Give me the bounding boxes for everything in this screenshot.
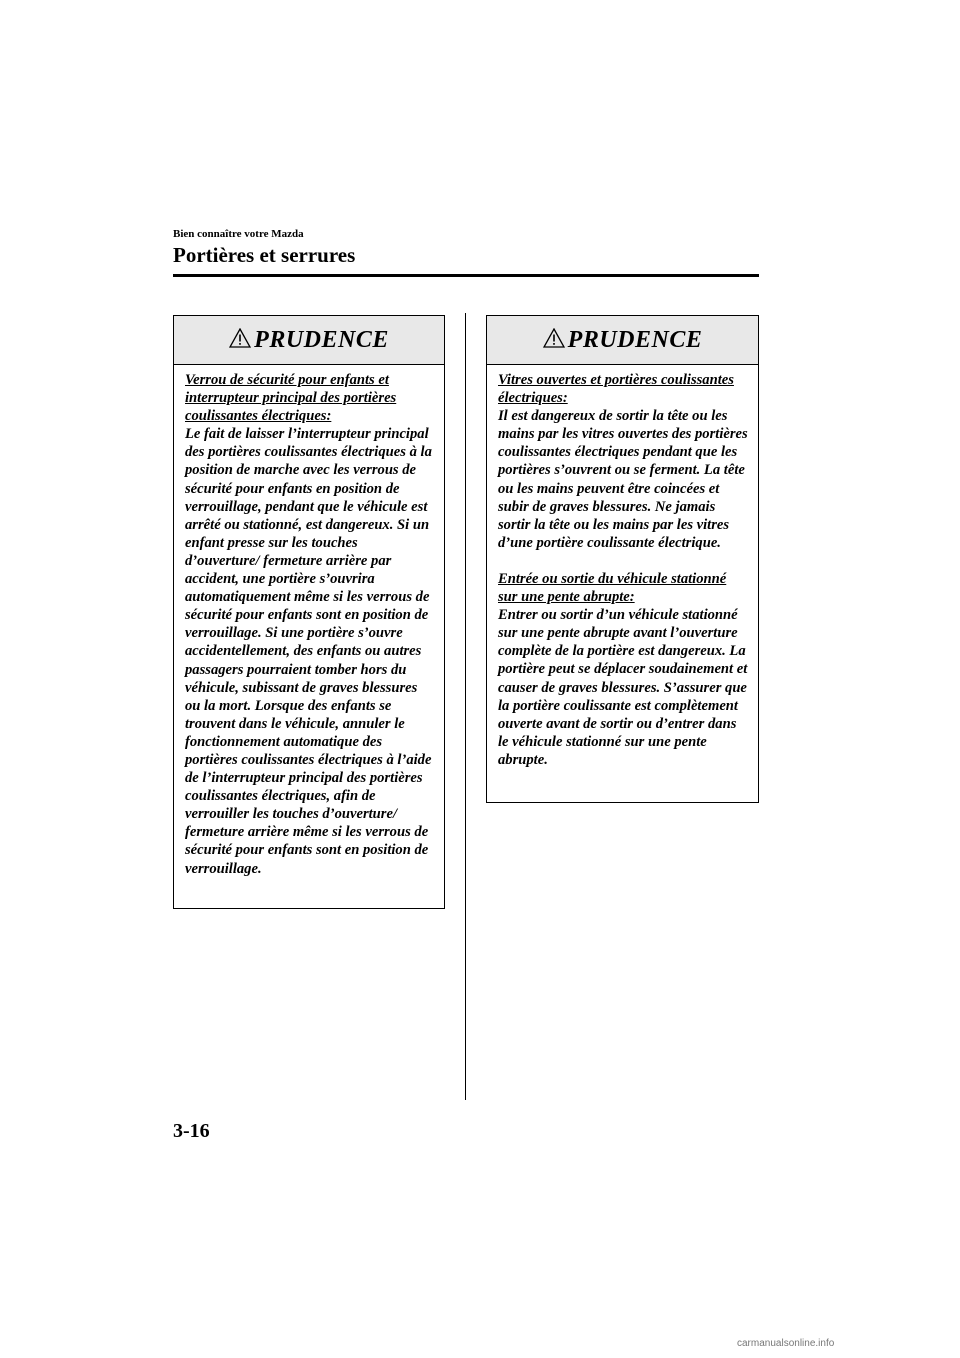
page-number: 3-16 bbox=[173, 1120, 210, 1142]
caution-header bbox=[487, 316, 758, 365]
caution-body bbox=[174, 365, 444, 886]
paragraph-gap bbox=[498, 552, 748, 570]
caution-label: PRUDENCE bbox=[567, 326, 703, 353]
caution-text-2: Entrer ou sortir d’un véhicule stationné sur une pente abrupte avant l’ouverture complète de la portière est dangereux. La portière peut se déplacer soudainement et causer de graves blessures. S’assurer que la portière coulissante est complètement ouverte avant de sortir ou d’entrer dans le véhicule stationné sur une pente abrupte. bbox=[498, 607, 748, 768]
caution-box-child-lock bbox=[173, 315, 445, 909]
caution-heading: Vitres ouvertes et portières coulissantes électriques: bbox=[498, 372, 734, 407]
caution-body bbox=[487, 365, 758, 777]
warning-triangle-icon bbox=[543, 328, 565, 348]
caution-label: PRUDENCE bbox=[254, 326, 389, 353]
warning-triangle-icon bbox=[229, 328, 251, 348]
caution-text: Le fait de laisser l’interrupteur principal des portières coulissantes électriques à la position de marche avec les verrous de sécurité pour enfants en position de verrouillage, pendant que le véhicule est arrêté ou stationné, est dangereux. Si un enfant presse sur les touches d’ouverture/ fermeture arrière par accident, une portière s’ouvrira automatiquement même si les verrous de sécurité pour enfants sont en position de verrouillage. Si une portière s’ouvre accidentellement, des enfants ou autres passagers pourraient tomber hors du véhicule, subissant de graves blessures ou la mort. Lorsque des enfants se trouvent dans le véhicule, annuler le fonctionnement automatique des portières coulissantes électriques à l’aide de l’interrupteur principal des portières coulissantes électriques, afin de verrouiller les touches d’ouverture/ fermeture arrière même si les verrous de sécurité pour enfants sont en position de verrouillage. bbox=[185, 426, 432, 877]
caution-text: Il est dangereux de sortir la tête ou les mains par les vitres ouvertes des portières coulissantes électriques pendant que les portières s’ouvrent ou se ferment. La tête ou les mains peuvent être coincées et subir de graves blessures. Ne jamais sortir la tête ou les mains par les vitres d’une portière coulissante électrique. bbox=[498, 408, 748, 551]
section-label: Bien connaître votre Mazda bbox=[173, 228, 304, 240]
header-divider bbox=[173, 274, 759, 277]
column-divider bbox=[465, 313, 466, 1100]
caution-heading: Verrou de sécurité pour enfants et interrupteur principal des portières coulissantes électriques: bbox=[185, 372, 397, 425]
caution-header bbox=[174, 316, 444, 365]
page-title: Portières et serrures bbox=[173, 243, 356, 267]
watermark: carmanualsonline.info bbox=[737, 1338, 835, 1349]
caution-box-sliding-doors bbox=[486, 315, 759, 803]
caution-heading-2: Entrée ou sortie du véhicule stationné sur une pente abrupte: bbox=[498, 570, 727, 606]
